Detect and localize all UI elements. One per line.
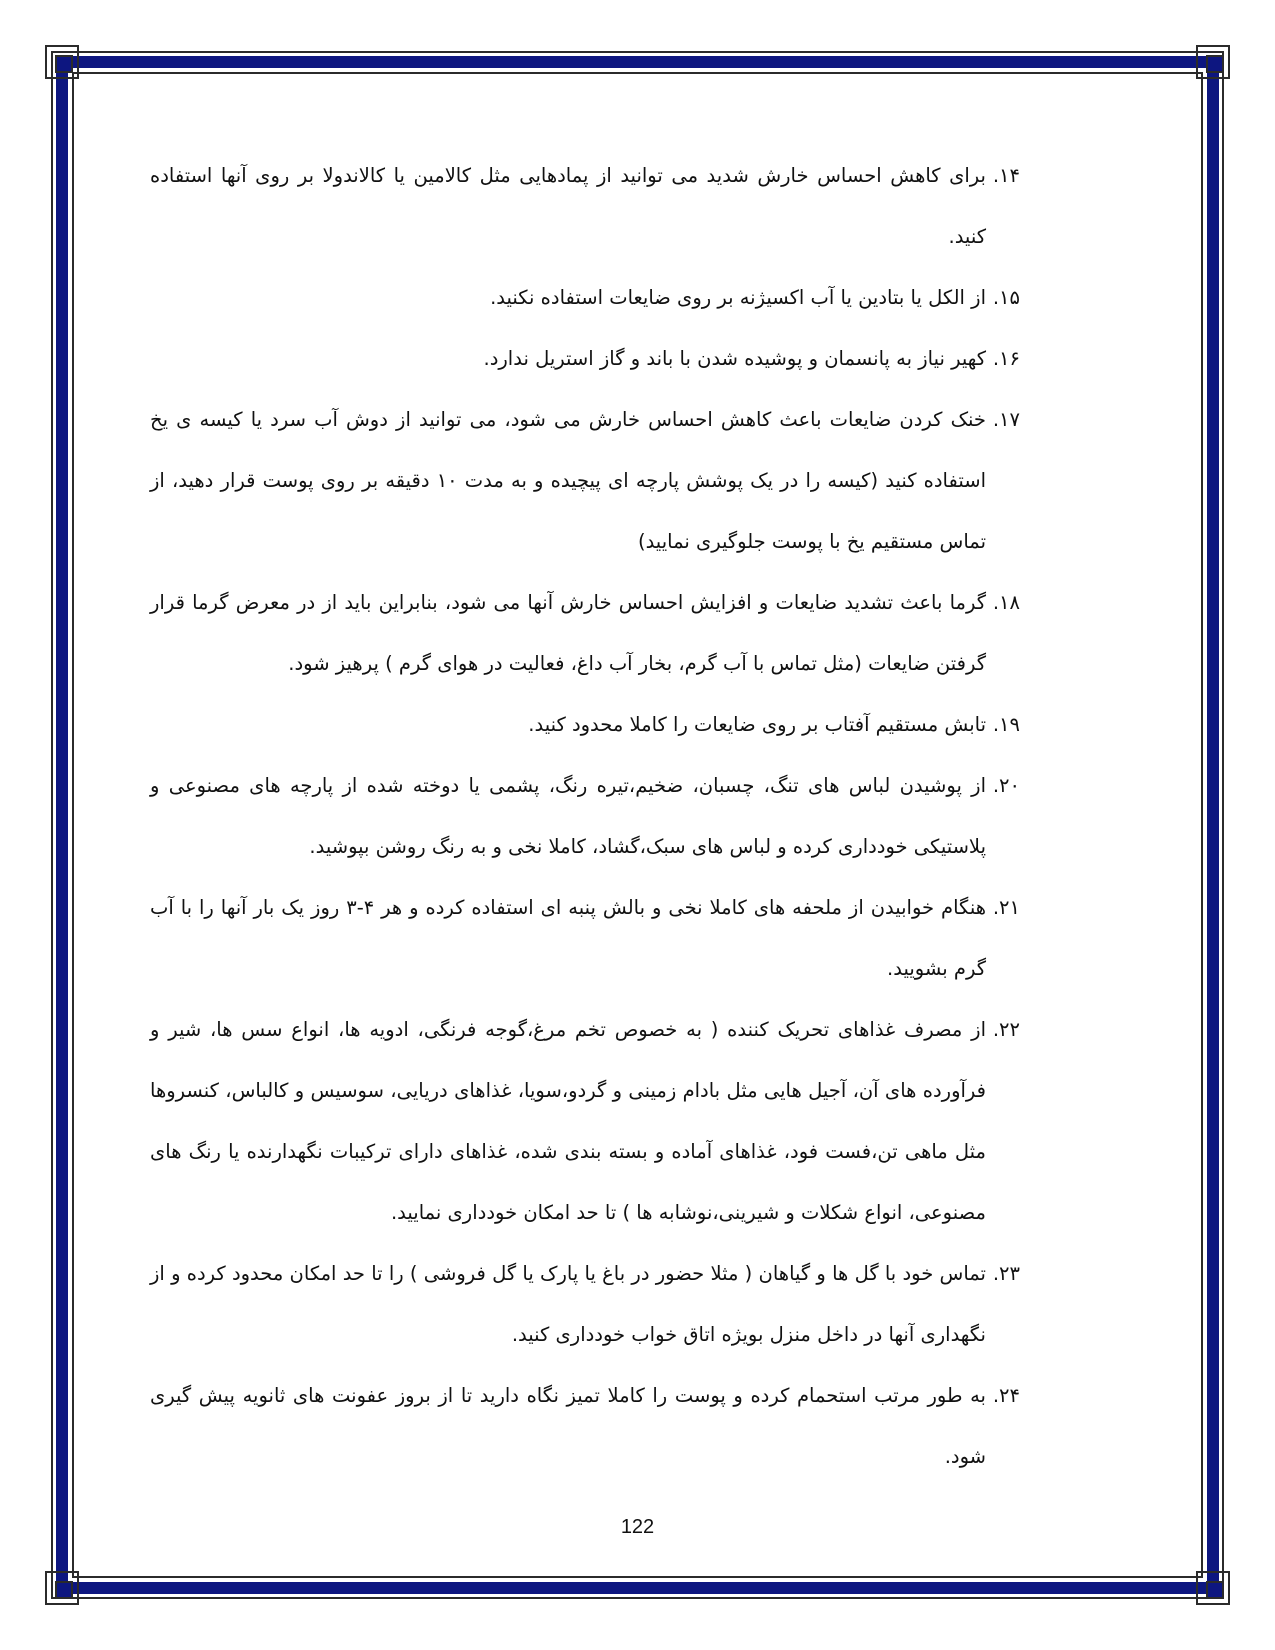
list-item <box>150 145 1020 267</box>
list-item <box>150 1365 1020 1487</box>
list-item-number: ۱۸. <box>992 591 1020 614</box>
list-item <box>150 389 1020 572</box>
list-item-number: ۲۱. <box>992 896 1020 919</box>
list-item-text: به طور مرتب استحمام کرده و پوست را کاملا تمیز نگاه دارید تا از بروز عفونت های ثانویه پیش گیری شود. <box>150 1384 986 1468</box>
list-item-number: ۱۷. <box>992 408 1020 431</box>
list-item <box>150 999 1020 1243</box>
list-item <box>150 1243 1020 1365</box>
border-corner-ornament <box>45 1571 79 1605</box>
page-number: 122 <box>620 1516 655 1538</box>
list-item-number: ۲۰. <box>992 774 1020 797</box>
list-item <box>150 572 1020 694</box>
list-item-text: کهیر نیاز به پانسمان و پوشیده شدن با باند و گاز استریل ندارد. <box>483 347 986 370</box>
list-item-number: ۱۶. <box>992 347 1020 370</box>
list-item <box>150 755 1020 877</box>
list-item-text: تابش مستقیم آفتاب بر روی ضایعات را کاملا محدود کنید. <box>528 713 986 736</box>
list-item-text: گرما باعث تشدید ضایعات و افزایش احساس خارش آنها می شود، بنابراین باید از در معرض گرما قرار گرفتن ضایعات (مثل تماس با آب گرم، بخار آب داغ، فعالیت در هوای گرم ) پرهیز شود. <box>150 591 986 675</box>
list-item-number: ۲۳. <box>992 1262 1020 1285</box>
border-corner-ornament <box>45 45 79 79</box>
list-item <box>150 877 1020 999</box>
list-item-number: ۲۲. <box>992 1018 1020 1041</box>
numbered-list <box>150 145 1020 1487</box>
list-item-text: هنگام خوابیدن از ملحفه های کاملا نخی و بالش پنبه ای استفاده کرده و هر ۴-۳ روز یک بار آنها را با آب گرم بشویید. <box>150 896 986 980</box>
border-corner-ornament <box>1196 1571 1230 1605</box>
list-item-text: از الکل یا بتادین یا آب اکسیژنه بر روی ضایعات استفاده نکنید. <box>490 286 986 309</box>
list-item-number: ۱۵. <box>992 286 1020 309</box>
list-item-text: برای کاهش احساس خارش شدید می توانید از پمادهایی مثل کالامین یا کالاندولا بر روی آنها استفاده کنید. <box>150 164 986 248</box>
list-item <box>150 694 1020 755</box>
list-item-number: ۱۴. <box>992 164 1020 187</box>
list-item-text: از مصرف غذاهای تحریک کننده ( به خصوص تخم مرغ،گوجه فرنگی، ادویه ها، انواع سس ها، شیر و فرآورده های آن، آجیل هایی مثل بادام زمینی و گردو،سویا، غذاهای دریایی، سوسیس و کالباس، کنسروها مثل ماهی تن،فست فود، غذاهای آماده و بسته بندی شده، غذاهای دارای ترکیبات نگهدارنده یا رنگ های مصنوعی، انواع شکلات و شیرینی،نوشابه ها ) تا حد امکان خودداری نمایید. <box>150 1018 986 1224</box>
border-corner-ornament <box>1196 45 1230 79</box>
list-item <box>150 328 1020 389</box>
list-item <box>150 267 1020 328</box>
list-item-number: ۲۴. <box>992 1384 1020 1407</box>
list-item-text: از پوشیدن لباس های تنگ، چسبان، ضخیم،تیره رنگ، پشمی یا دوخته شده از پارچه های مصنوعی و پلاستیکی خودداری کرده و لباس های سبک،گشاد، کاملا نخی و به رنگ روشن بپوشید. <box>150 774 986 858</box>
list-item-number: ۱۹. <box>992 713 1020 736</box>
list-item-text: خنک کردن ضایعات باعث کاهش احساس خارش می شود، می توانید از دوش آب سرد یا کیسه ی یخ استفاده کنید (کیسه را در یک پوشش پارچه ای پیچیده و به مدت ۱۰ دقیقه بر روی پوست قرار دهید، از تماس مستقیم یخ با پوست جلوگیری نمایید) <box>150 408 987 553</box>
list-item-text: تماس خود با گل ها و گیاهان ( مثلا حضور در باغ یا پارک یا گل فروشی ) را تا حد امکان محدود کرده و از نگهداری آنها در داخل منزل بویژه اتاق خواب خودداری کنید. <box>150 1262 986 1346</box>
